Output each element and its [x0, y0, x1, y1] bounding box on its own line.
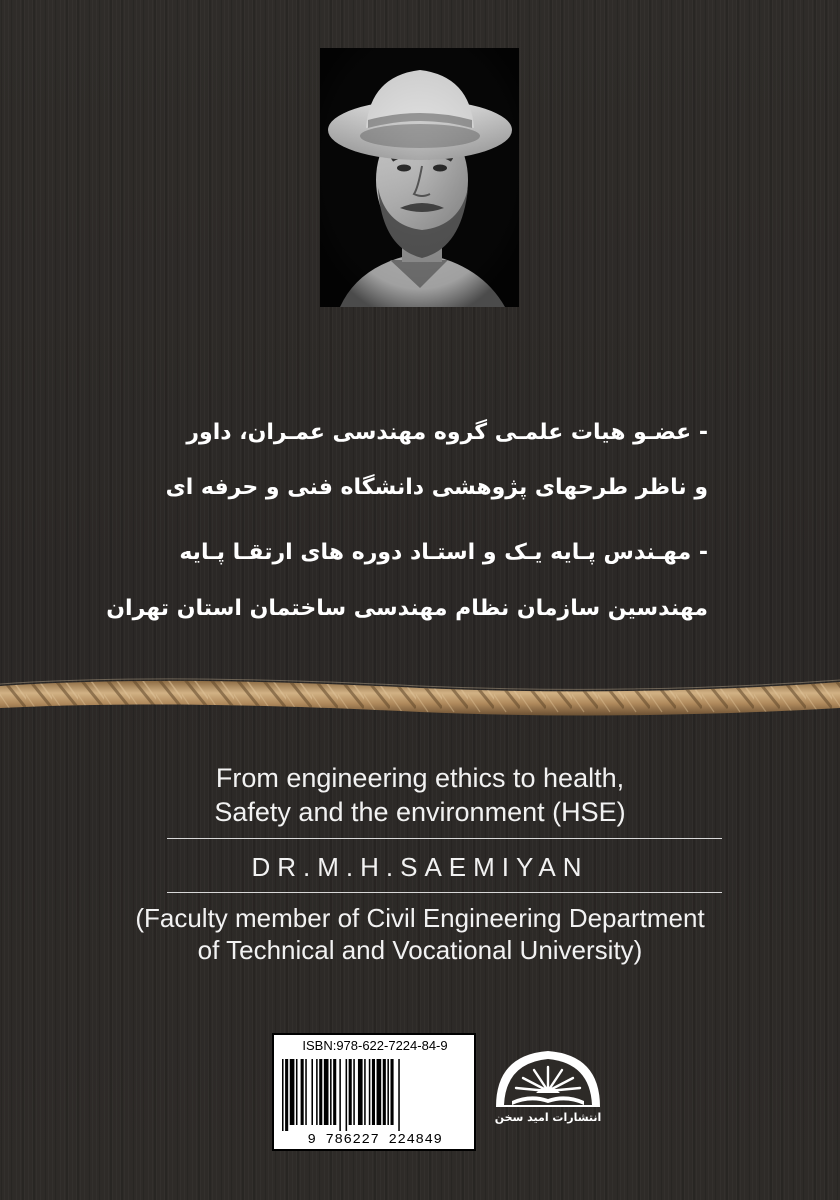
- bio-line-4: مهندسین سازمان نظام مهندسی ساختمان استان تهران: [106, 596, 708, 621]
- rope-divider: [0, 662, 840, 722]
- english-title-line1: From engineering ethics to health,: [215, 763, 625, 793]
- isbn-label: ISBN:978-622-7224-84-9: [302, 1038, 448, 1053]
- isbn-barcode: [272, 1033, 476, 1151]
- bio-line-3: - مهـندس پـایه یـک و استـاد دوره های ارتقـا پـایه: [179, 540, 708, 565]
- author-name: DR.M.H.SAEMIYAN: [251, 852, 589, 882]
- isbn-digits: 9 786227 224849: [307, 1132, 443, 1148]
- divider-line-bottom: [167, 892, 722, 893]
- affiliation-line2: of Technical and Vocational University): [197, 935, 643, 965]
- bio-line-1: - عضـو هیات علمـی گروه مهندسی عمـران، داور: [186, 420, 708, 445]
- divider-line-top: [167, 838, 722, 839]
- author-photo: [320, 48, 519, 307]
- publisher-name: انتشارات امید سخن: [494, 1111, 602, 1124]
- bio-line-2: و ناظر طرحهای پژوهشی دانشگاه فنی و حرفه ای: [165, 475, 708, 500]
- barcode-bars: [282, 1059, 468, 1131]
- english-title-line2: Safety and the environment (HSE): [214, 797, 626, 827]
- publisher-logo: [490, 1045, 606, 1145]
- affiliation-line1: (Faculty member of Civil Engineering Department: [135, 903, 705, 933]
